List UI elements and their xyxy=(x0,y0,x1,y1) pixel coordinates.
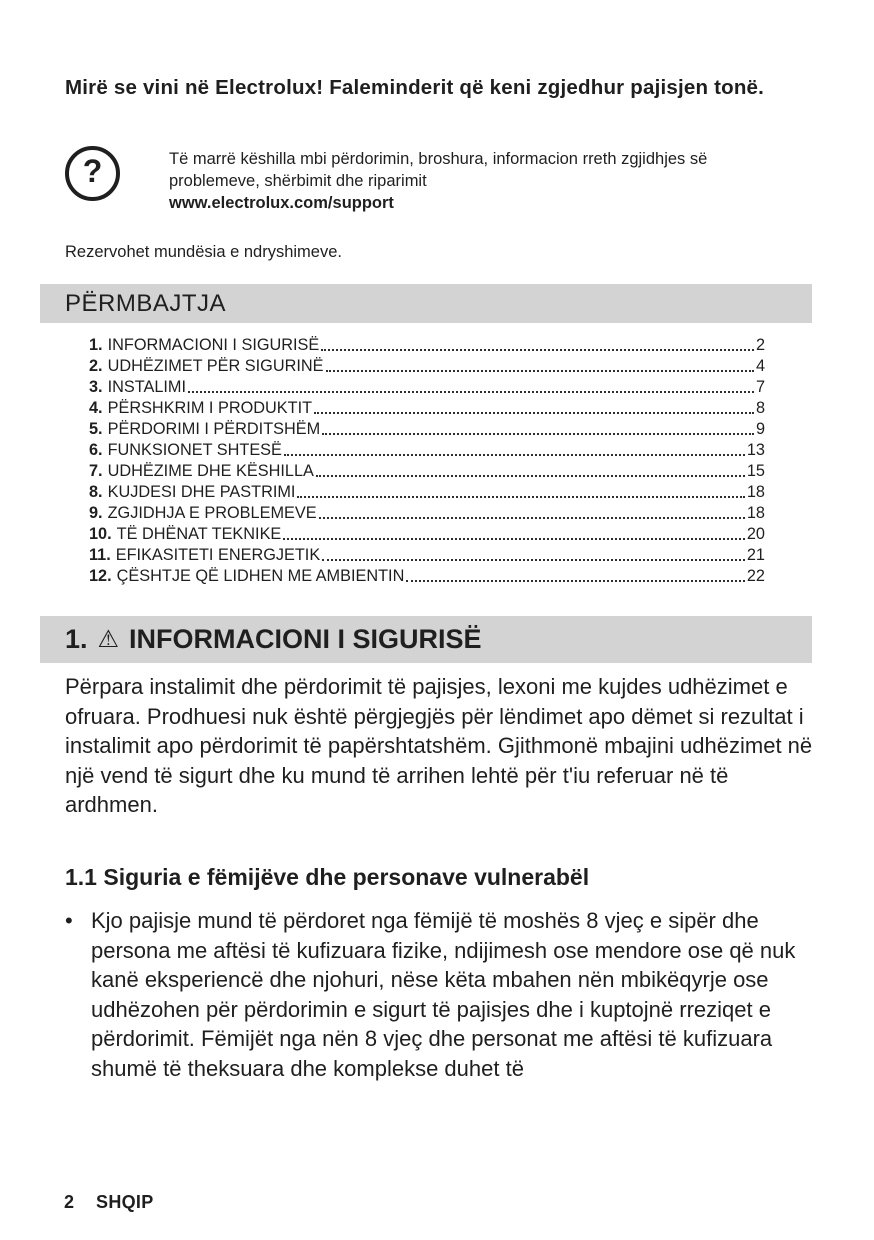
toc-entry xyxy=(89,355,765,376)
toc-entry-number: 7. xyxy=(89,462,103,480)
toc-entry-label: ZGJIDHJA E PROBLEMEVE xyxy=(107,504,317,522)
toc-entry xyxy=(89,544,765,565)
toc-entry-page: 8 xyxy=(755,399,765,417)
toc-leader-dots xyxy=(321,349,754,351)
toc-entry-number: 12. xyxy=(89,567,112,585)
support-url: www.electrolux.com/support xyxy=(169,194,394,212)
toc-entry-number: 8. xyxy=(89,483,103,501)
toc-entry-number: 11. xyxy=(89,546,111,564)
toc-leader-dots xyxy=(322,433,754,435)
toc-leader-dots xyxy=(326,370,754,372)
support-text-block xyxy=(169,146,794,214)
toc-entry-page: 15 xyxy=(746,462,765,480)
bullet-icon: • xyxy=(65,908,73,933)
toc-leader-dots xyxy=(406,580,745,582)
toc-entry-page: 4 xyxy=(755,357,765,375)
toc-leader-dots xyxy=(284,454,745,456)
toc-entry-label: INSTALIMI xyxy=(107,378,186,396)
toc-leader-dots xyxy=(319,517,745,519)
toc-entry-label: UDHËZIME DHE KËSHILLA xyxy=(107,462,314,480)
toc-entry xyxy=(89,418,765,439)
toc-entry-page: 18 xyxy=(746,483,765,501)
section-number: 1. xyxy=(65,624,88,654)
list-item xyxy=(65,906,813,1083)
subsection-title: 1.1 Siguria e fëmijëve dhe personave vulnerabël xyxy=(65,864,590,890)
bullet-text: Kjo pajisje mund të përdoret nga fëmijë të moshës 8 vjeç e sipër dhe persona me aftësi të kufizuara fizike, ndijimesh ose mendore ose që nuk kanë eksperiencë dhe njohuri, nëse këta mbahen nën mbikëqyrje ose udhëzohen për përdorimin e sigurt të pajisjes dhe i kuptojnë rreziqet e përdorimit. Fëmijët nga nën 8 vjeç dhe personat me aftësi të kufizuara shumë të theksuara dhe komplekse duhet të xyxy=(91,908,796,1081)
footer-page-number: 2 xyxy=(64,1192,75,1212)
toc-entry xyxy=(89,376,765,397)
toc-entry-label: PËRDORIMI I PËRDITSHËM xyxy=(107,420,321,438)
toc-leader-dots xyxy=(297,496,744,498)
toc-entry-page: 18 xyxy=(746,504,765,522)
toc-entry xyxy=(89,460,765,481)
table-of-contents xyxy=(89,334,765,586)
toc-entry-number: 5. xyxy=(89,420,103,438)
section-header-bar xyxy=(40,616,812,663)
toc-entry-label: INFORMACIONI I SIGURISË xyxy=(107,336,320,354)
toc-entry-label: TË DHËNAT TEKNIKE xyxy=(116,525,282,543)
toc-entry-label: PËRSHKRIM I PRODUKTIT xyxy=(107,399,313,417)
support-description: Të marrë këshilla mbi përdorimin, broshura, informacion rreth zgjidhjes së problemeve, shërbimit dhe riparimit xyxy=(169,150,708,190)
toc-leader-dots xyxy=(322,559,745,561)
support-info xyxy=(65,146,805,214)
section-title-text: INFORMACIONI I SIGURISË xyxy=(129,624,482,654)
toc-entry-page: 2 xyxy=(755,336,765,354)
toc-entry-label: FUNKSIONET SHTESË xyxy=(107,441,282,459)
toc-entry-number: 3. xyxy=(89,378,103,396)
toc-entry-label: UDHËZIMET PËR SIGURINË xyxy=(107,357,324,375)
section-intro-paragraph: Përpara instalimit dhe përdorimit të pajisjes, lexoni me kujdes udhëzimet e ofruara. Prodhuesi nuk është përgjegjës për lëndimet apo dëmet si rezultat i instalimit apo përdorimit të papërshtatshëm. Gjithmonë mbajini udhëzimet në një vend të sigurt dhe ku mund të arrihen lehtë për t'iu referuar në të ardhmen. xyxy=(65,674,813,817)
changes-notice: Rezervohet mundësia e ndryshimeve. xyxy=(65,243,342,261)
welcome-heading: Mirë se vini në Electrolux! Faleminderit që keni zgjedhur pajisjen tonë. xyxy=(65,76,765,99)
bullet-list xyxy=(65,906,813,1083)
footer-language-label: SHQIP xyxy=(96,1192,154,1212)
toc-entry-page: 20 xyxy=(746,525,765,543)
toc-entry-page: 9 xyxy=(755,420,765,438)
toc-entry xyxy=(89,397,765,418)
toc-entry-number: 2. xyxy=(89,357,103,375)
toc-entry-number: 4. xyxy=(89,399,103,417)
toc-entry-number: 6. xyxy=(89,441,103,459)
toc-entry xyxy=(89,439,765,460)
toc-leader-dots xyxy=(283,538,745,540)
toc-entry xyxy=(89,481,765,502)
page-footer xyxy=(64,1192,154,1213)
toc-entry-number: 9. xyxy=(89,504,103,522)
question-mark-glyph: ? xyxy=(82,153,103,189)
toc-entry-page: 22 xyxy=(746,567,765,585)
toc-title: PËRMBAJTJA xyxy=(65,289,227,317)
toc-entry xyxy=(89,523,765,544)
toc-entry xyxy=(89,502,765,523)
toc-entry-label: EFIKASITETI ENERGJETIK xyxy=(115,546,321,564)
warning-icon: ⚠ xyxy=(97,624,120,653)
toc-entry-page: 21 xyxy=(746,546,765,564)
toc-leader-dots xyxy=(316,475,745,477)
toc-entry xyxy=(89,565,765,586)
section-title xyxy=(65,624,482,655)
toc-leader-dots xyxy=(188,391,754,393)
toc-entry-number: 10. xyxy=(89,525,112,543)
toc-entry-number: 1. xyxy=(89,336,103,354)
toc-entry-page: 7 xyxy=(755,378,765,396)
toc-entry-label: KUJDESI DHE PASTRIMI xyxy=(107,483,296,501)
toc-header-bar xyxy=(40,284,812,323)
toc-leader-dots xyxy=(314,412,754,414)
toc-entry-page: 13 xyxy=(746,441,765,459)
toc-entry xyxy=(89,334,765,355)
toc-entry-label: ÇËSHTJE QË LIDHEN ME AMBIENTIN xyxy=(116,567,405,585)
question-mark-icon xyxy=(65,146,120,201)
